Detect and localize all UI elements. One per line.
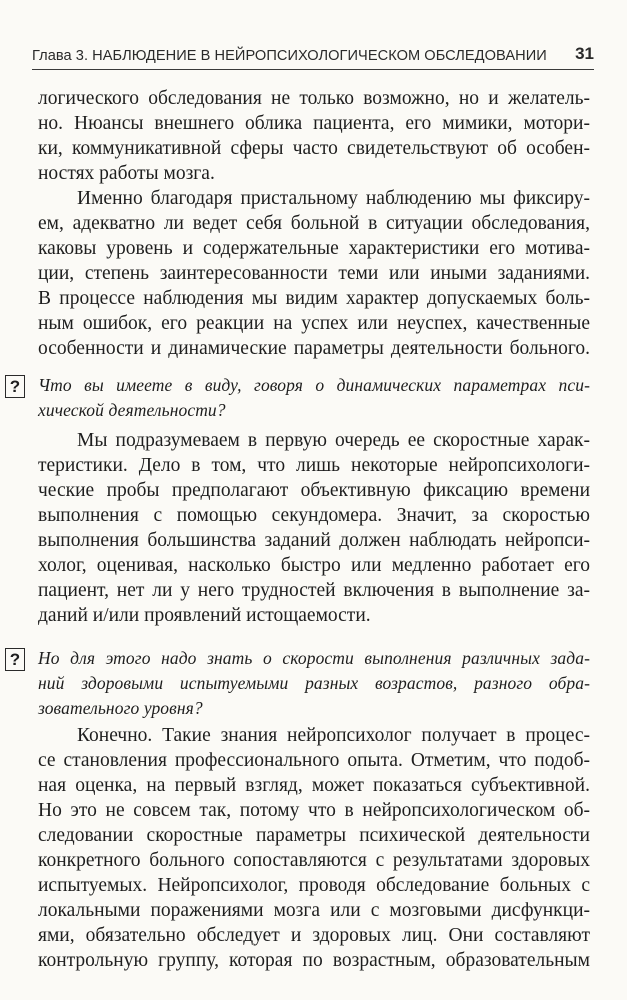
text-line: каковы уровень и содержательные характеристики его мотива- (38, 238, 590, 259)
page-number: 31 (575, 44, 594, 63)
text-line: следовании скоростные параметры психической деятельности (38, 825, 590, 846)
paragraph-continuation (38, 86, 590, 186)
text-line: ная оценка, на первый взгляд, может показаться субъективной. (38, 775, 590, 796)
text-line: зовательного уровня? (38, 698, 203, 718)
question-text (38, 646, 590, 721)
question-block-2 (5, 646, 590, 718)
text-line: ностях работы мозга. (38, 163, 215, 184)
text-line: холог, оценивая, насколько быстро или медленно работает его (38, 555, 590, 576)
chapter-title: Глава 3. НАБЛЮДЕНИЕ В НЕЙРОПСИХОЛОГИЧЕСКОМ ОБСЛЕДОВАНИИ (32, 48, 547, 64)
text-line: пациент, нет ли у него трудностей включения в выполнение за- (38, 580, 590, 601)
text-line: ческие пробы предполагают объективную фиксацию времени (38, 480, 590, 501)
paragraph-answer-2 (38, 723, 590, 973)
text-line: логического обследования не только возможно, но и желатель- (38, 88, 590, 109)
text-line: ным ошибок, его реакции на успех или неуспех, качественные (38, 313, 590, 334)
text-line: контрольную группу, которая по возрастным, образовательным (38, 950, 590, 971)
text-line: Именно благодаря пристальному наблюдению мы фиксиру- (77, 188, 590, 209)
running-header (32, 38, 594, 64)
text-line: В процессе наблюдения мы видим характер допускаемых боль- (38, 288, 590, 309)
question-block-1 (5, 373, 590, 420)
text-line: Но для этого надо знать о скорости выполнения различных зада- (38, 648, 590, 668)
question-text (38, 373, 590, 423)
text-line: локальными поражениями мозга или с мозговыми дисфункци- (38, 900, 590, 921)
text-line: конкретного больного сопоставляются с результатами здоровых (38, 850, 590, 871)
paragraph-answer-1 (38, 428, 590, 628)
text-line: ями, обязательно обследует и здоровых лиц. Они составляют (38, 925, 590, 946)
text-line: Конечно. Такие знания нейропсихолог получает в процес- (77, 725, 590, 746)
question-mark-icon: ? (5, 375, 25, 398)
text-line: выполнения с помощью секундомера. Значит, за скоростью (38, 505, 590, 526)
paragraph-observation (38, 186, 590, 361)
text-line: особенности и динамические параметры деятельности больного. (38, 338, 590, 359)
text-line: даний и/или проявлений истощаемости. (38, 605, 371, 626)
text-line: Но это не совсем так, потому что в нейропсихологическом об- (38, 800, 590, 821)
text-line: се становления профессионального опыта. Отметим, что подоб- (38, 750, 590, 771)
text-line: ции, степень заинтересованности теми или иными заданиями. (38, 263, 590, 284)
text-line: ний здоровыми испытуемыми разных возрастов, разного обра- (38, 673, 590, 693)
text-line: хической деятельности? (38, 400, 226, 420)
text-line: теристики. Дело в том, что лишь некоторые нейропсихологи- (38, 455, 590, 476)
text-line: испытуемых. Нейропсихолог, проводя обследование больных с (38, 875, 590, 896)
text-line: выполнения большинства заданий должен наблюдать нейропси- (38, 530, 590, 551)
text-line: ем, адекватно ли ведет себя больной в ситуации обследования, (38, 213, 590, 234)
question-mark-icon: ? (5, 648, 25, 671)
text-line: но. Нюансы внешнего облика пациента, его мимики, мотори- (38, 113, 590, 134)
text-line: Мы подразумеваем в первую очередь ее скоростные харак- (77, 430, 590, 451)
header-rule (32, 69, 594, 70)
text-line: Что вы имеете в виду, говоря о динамических параметрах пси- (38, 375, 590, 395)
text-line: ки, коммуникативной сферы часто свидетельствуют об особен- (38, 138, 590, 159)
